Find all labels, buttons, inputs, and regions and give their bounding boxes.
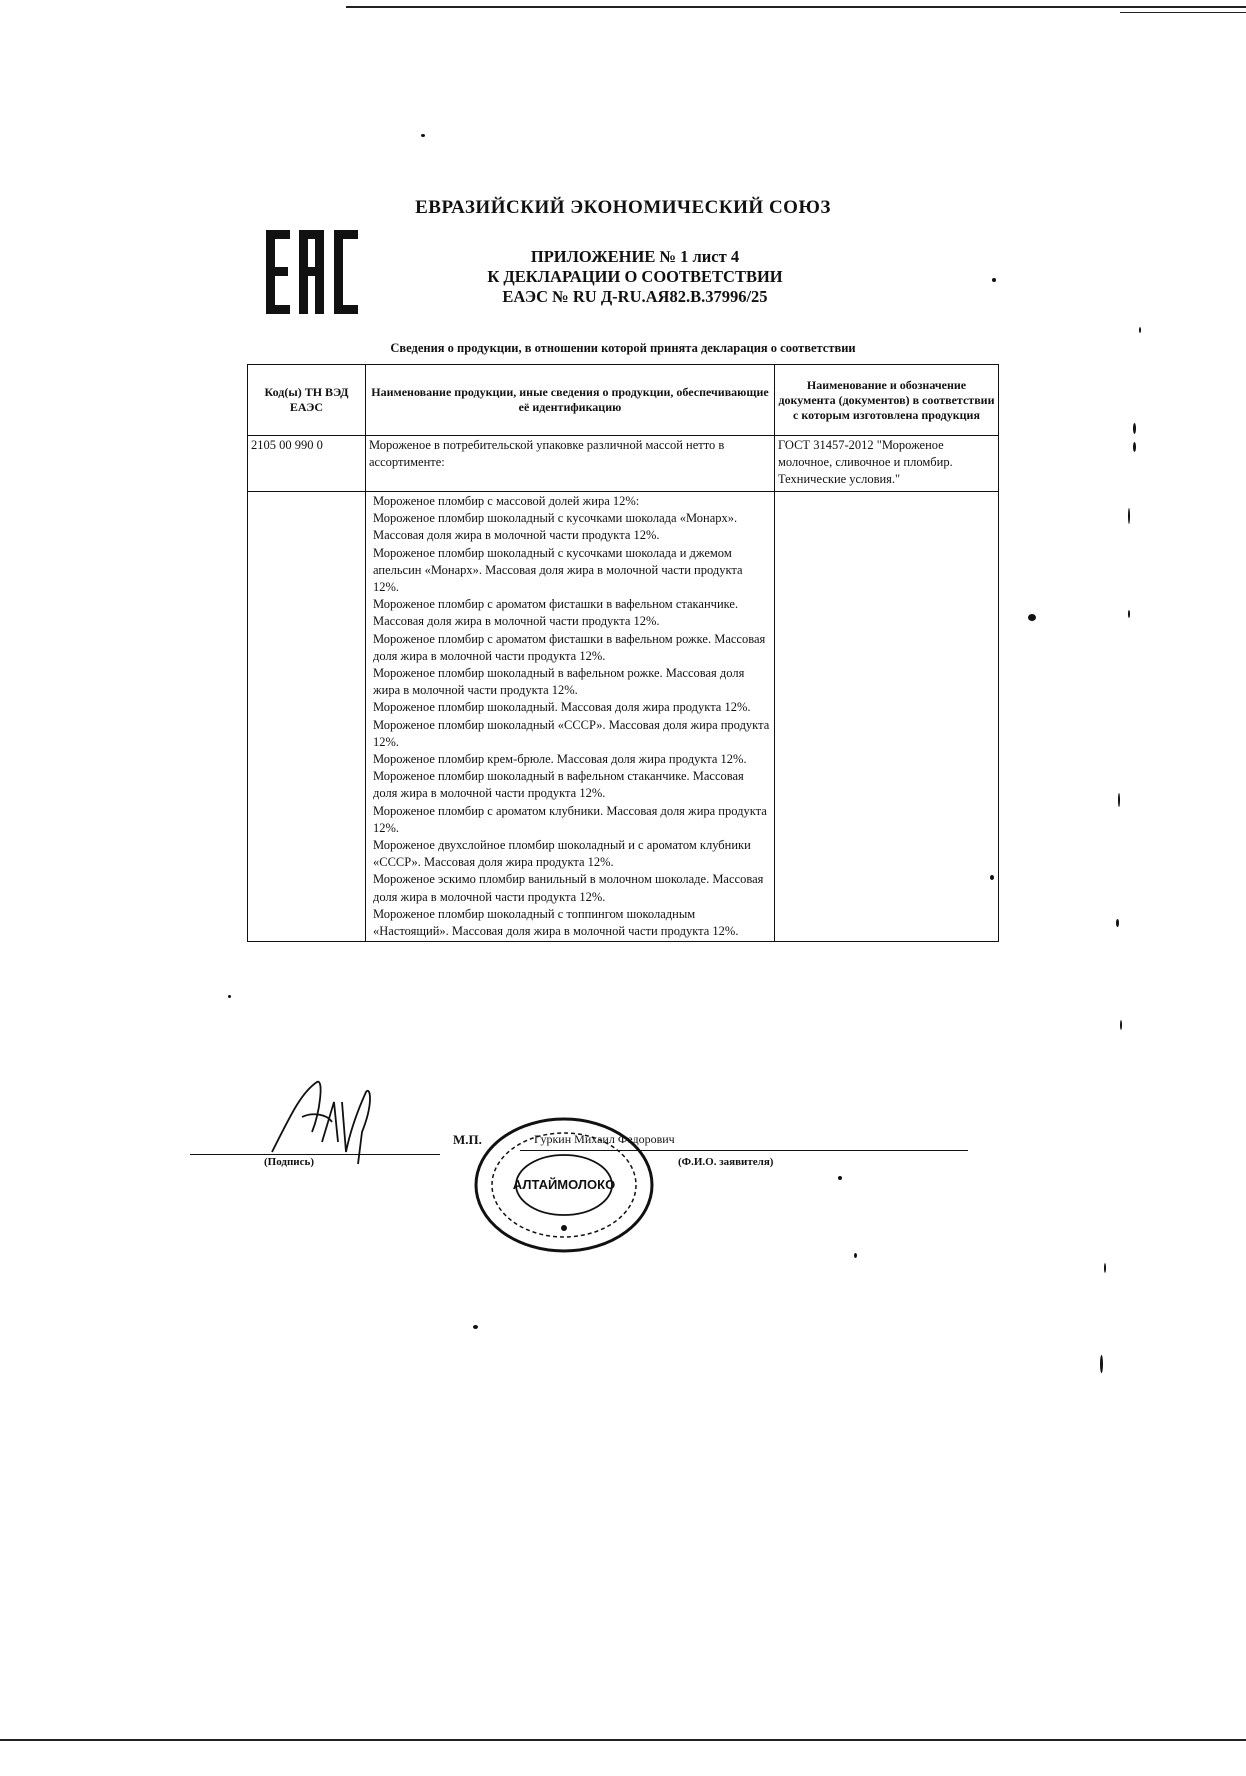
scan-edge-top — [346, 6, 1246, 8]
scan-edge-bottom — [0, 1739, 1246, 1741]
header-product: Наименование продукции, иные сведения о продукции, обеспечивающие её идентификацию — [366, 365, 775, 436]
list-item: Мороженое пломбир шоколадный с кусочками шоколада и джемом апельсин «Монарх». Массовая доля жира в молочной части продукта 12%. — [373, 545, 743, 595]
annex-line: ЕАЭС № RU Д-RU.АЯ82.В.37996/25 — [502, 287, 768, 306]
scan-speck — [1139, 327, 1141, 333]
scan-speck — [1116, 919, 1119, 927]
scan-speck — [1120, 1020, 1122, 1030]
list-item: Мороженое эскимо пломбир ванильный в молочном шоколаде. Массовая доля жира в молочной части продукта 12%. — [373, 872, 764, 904]
round-stamp — [472, 1116, 656, 1254]
scan-speck — [1100, 1355, 1103, 1373]
cell-empty — [248, 492, 366, 942]
name-caption: (Ф.И.О. заявителя) — [678, 1156, 774, 1168]
annex-line: К ДЕКЛАРАЦИИ О СООТВЕТСТВИИ — [487, 267, 783, 286]
cell-code: 2105 00 990 0 — [248, 436, 366, 492]
cell-empty — [775, 492, 999, 942]
cell-product-list — [366, 492, 775, 942]
scan-speck — [1133, 423, 1136, 434]
product-table — [247, 364, 999, 942]
list-item: Мороженое пломбир крем-брюле. Массовая доля жира продукта 12%. — [373, 752, 747, 767]
scan-speck — [1118, 793, 1120, 807]
table-header-row — [248, 365, 999, 436]
header-document: Наименование и обозначение документа (документов) в соответствии с которым изготовлена продукция — [775, 365, 999, 436]
list-item: Мороженое пломбир шоколадный в вафельном стаканчике. Массовая доля жира в молочной части продукта 12%. — [373, 769, 744, 801]
star-icon — [561, 1225, 567, 1231]
list-item: Мороженое пломбир шоколадный в вафельном рожке. Массовая доля жира в молочной части продукта 12%. — [373, 666, 745, 698]
list-item: Мороженое двухслойное пломбир шоколадный и с ароматом клубники «СССР». Массовая доля жира продукта 12%. — [373, 838, 751, 870]
scan-speck — [1128, 610, 1130, 618]
scan-speck — [992, 278, 996, 282]
list-item: Мороженое пломбир с ароматом фисташки в вафельном рожке. Массовая доля жира в молочной части продукта 12%. — [373, 631, 766, 663]
header-code: Код(ы) ТН ВЭД ЕАЭС — [248, 365, 366, 436]
table-row — [248, 492, 999, 942]
signature-caption: (Подпись) — [264, 1156, 315, 1168]
list-item: Мороженое пломбир шоколадный с кусочками шоколада «Монарх». Массовая доля жира в молочной части продукта 12%. — [373, 511, 738, 543]
scan-speck — [1028, 614, 1036, 621]
signature-block — [0, 1100, 1246, 1300]
stamp-placeholder: М.П. — [453, 1132, 482, 1147]
scan-speck — [1133, 442, 1136, 452]
scan-edge-top-2 — [1120, 12, 1246, 13]
stamp-text: АЛТАЙМОЛОКО — [512, 1177, 616, 1192]
scan-speck — [421, 134, 425, 137]
list-item: Мороженое пломбир с массовой долей жира 12%: — [373, 494, 640, 508]
cell-product: Мороженое в потребительской упаковке различной массой нетто в ассортименте: — [366, 436, 775, 492]
scan-speck — [473, 1325, 478, 1329]
list-item: Мороженое пломбир шоколадный с топпингом шоколадным «Настоящий». Массовая доля жира в молочной части продукта 12%. — [373, 906, 739, 939]
cell-document: ГОСТ 31457-2012 "Мороженое молочное, сливочное и пломбир. Технические условия." — [775, 436, 999, 492]
scan-speck — [228, 995, 231, 998]
applicant-name: Гуркин Михаил Федорович — [534, 1132, 675, 1146]
table-caption: Сведения о продукции, в отношении которой принята декларация о соответствии — [390, 341, 856, 355]
annex-line: ПРИЛОЖЕНИЕ № 1 лист 4 — [530, 247, 740, 266]
list-item: Мороженое пломбир шоколадный. Массовая доля жира продукта 12%. — [373, 700, 751, 715]
scan-speck — [1128, 508, 1130, 524]
annex-heading — [400, 247, 870, 307]
list-item: Мороженое пломбир с ароматом клубники. Массовая доля жира продукта 12%. — [373, 803, 767, 835]
union-title: ЕВРАЗИЙСКИЙ ЭКОНОМИЧЕСКИЙ СОЮЗ — [415, 197, 831, 218]
table-row — [248, 436, 999, 492]
list-item: Мороженое пломбир шоколадный «СССР». Массовая доля жира продукта 12%. — [373, 717, 770, 749]
list-item: Мороженое пломбир с ароматом фисташки в вафельном стаканчике. Массовая доля жира в молочной части продукта 12%. — [373, 597, 739, 629]
eac-logo — [266, 230, 360, 314]
